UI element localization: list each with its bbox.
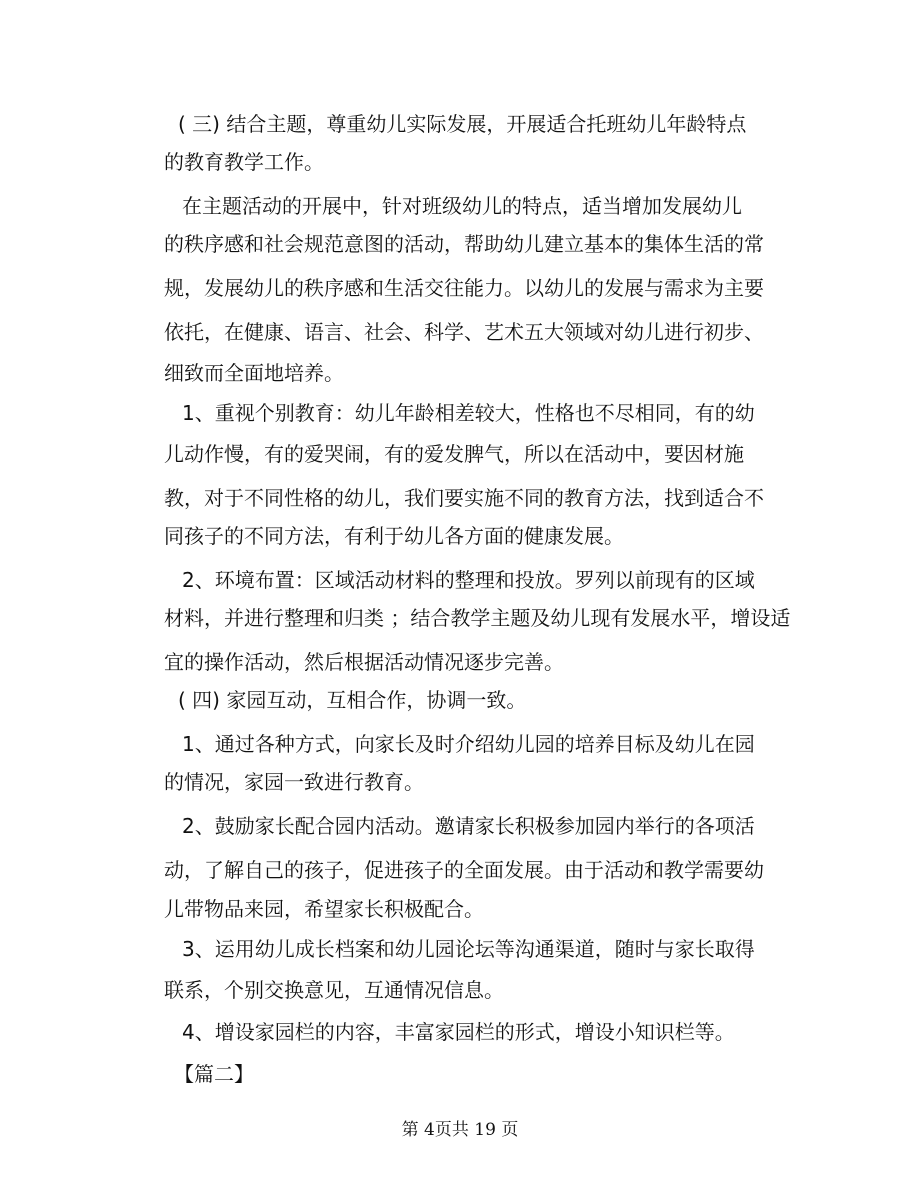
text-line: 的情况，家园一致进行教育。 <box>164 770 424 794</box>
text-line: 动，了解自己的孩子，促进孩子的全面发展。由于活动和教学需要幼 <box>164 858 764 882</box>
text-line: 1、重视个别教育：幼儿年龄相差较大，性格也不尽相同，有的幼 <box>182 401 755 425</box>
text-line: 3、运用幼儿成长档案和幼儿园论坛等沟通渠道，随时与家长取得 <box>182 937 755 961</box>
text-line: 规，发展幼儿的秩序感和生活交往能力。以幼儿的发展与需求为主要 <box>164 276 764 300</box>
text-line: 细致而全面地培养。 <box>164 361 344 385</box>
text-line: 4、增设家园栏的内容，丰富家园栏的形式，增设小知识栏等。 <box>182 1020 735 1044</box>
text-line: 儿动作慢，有的爱哭闹，有的爱发脾气，所以在活动中，要因材施 <box>164 442 744 466</box>
text-line: 依托，在健康、语言、社会、科学、艺术五大领域对幼儿进行初步、 <box>164 320 764 344</box>
text-line: 儿带物品来园，希望家长积极配合。 <box>164 897 484 921</box>
page-number: 第 4页共 19 页 <box>401 1120 519 1140</box>
text-line: 2、鼓励家长配合园内活动。邀请家长积极参加园内举行的各项活 <box>182 814 755 838</box>
text-line: 2、环境布置：区域活动材料的整理和投放。罗列以前现有的区域 <box>182 568 755 592</box>
text-line: 宜的操作活动，然后根据活动情况逐步完善。 <box>164 650 564 674</box>
text-line: 教，对于不同性格的幼儿，我们要实施不同的教育方法，找到适合不 <box>164 486 764 510</box>
text-line: 同孩子的不同方法，有利于幼儿各方面的健康发展。 <box>164 524 624 548</box>
text-line: ( 三) 结合主题，尊重幼儿实际发展，开展适合托班幼儿年龄特点 <box>178 112 747 136</box>
text-line: 在主题活动的开展中，针对班级幼儿的特点，适当增加发展幼儿 <box>182 194 742 218</box>
text-line: ( 四) 家园互动，互相合作，协调一致。 <box>178 688 527 712</box>
text-line: 1、通过各种方式，向家长及时介绍幼儿园的培养目标及幼儿在园 <box>182 732 755 756</box>
text-line: 的秩序感和社会规范意图的活动，帮助幼儿建立基本的集体生活的常 <box>164 232 764 256</box>
text-line: 的教育教学工作。 <box>164 150 324 174</box>
text-line: 联系，个别交换意见，互通情况信息。 <box>164 978 504 1002</box>
section-heading: 【篇二】 <box>174 1062 254 1086</box>
text-line: 材料，并进行整理和归类 ；结合教学主题及幼儿现有发展水平，增设适 <box>164 606 791 630</box>
